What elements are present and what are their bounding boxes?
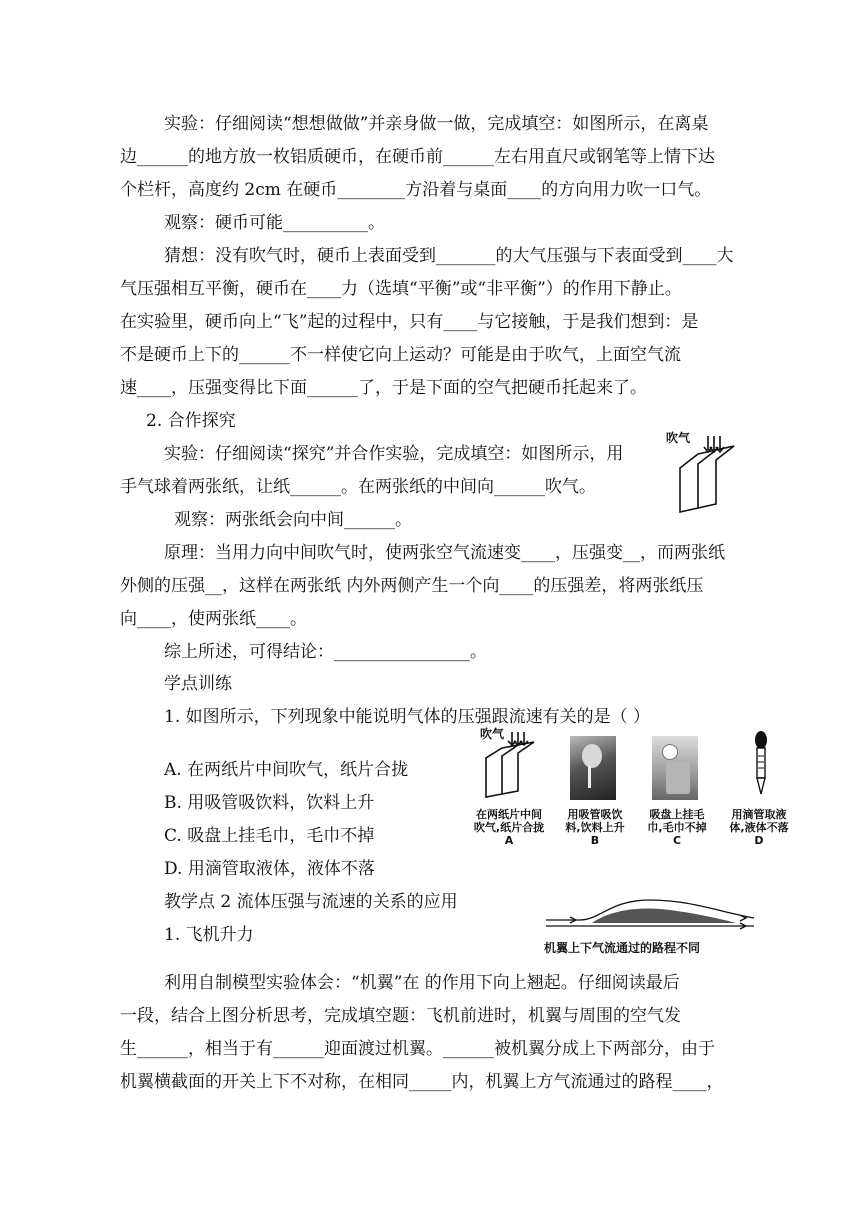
caption-b: 用吸管吸饮 料,饮料上升 B — [565, 808, 625, 847]
option-a: A. 在两纸片中间吹气，纸片合拢 — [164, 760, 409, 780]
question: 1. 如图所示，下列现象中能说明气体的压强跟流速有关的是（ ） — [164, 707, 651, 727]
option-c: C. 吸盘上挂毛巾，毛巾不掉 — [164, 826, 375, 846]
option-a-diagram — [472, 728, 552, 798]
paper-sheets-diagram — [664, 430, 740, 514]
text-line: 生______，相当于有______迎面渡过机翼。______被机翼分成上下两部分，由于 — [120, 1039, 715, 1059]
airfoil-diagram — [540, 890, 760, 940]
section-heading: 2. 合作探究 — [146, 411, 236, 431]
airfoil-caption: 机翼上下气流通过的路程不同 — [544, 941, 701, 955]
text-line: 实验：仔细阅读“探究”并合作实验，完成填空：如图所示，用 — [164, 444, 624, 464]
text-line: 向____，使两张纸____。 — [120, 609, 307, 629]
text-line: 边______的地方放一枚铝质硬币，在硬币前______左右用直尺或钢笔等上情下达 — [120, 147, 715, 167]
figure-label: 吹气 — [666, 431, 691, 445]
text-line: 外侧的压强__，这样在两张纸 内外两侧产生一个向____的压强差，将两张纸压 — [120, 576, 704, 596]
caption-c: 吸盘上挂毛 巾,毛巾不掉 C — [647, 808, 707, 847]
figure-two-papers — [664, 430, 740, 514]
figure-options — [466, 724, 789, 864]
text-line: 机翼横截面的开关上下不对称，在相同_____内，机翼上方气流通过的路程____， — [120, 1072, 724, 1092]
text-line: 观察：两张纸会向中间______。 — [174, 510, 412, 530]
option-d: D. 用滴管取液体，液体不落 — [164, 859, 375, 879]
caption-d: 用滴管取液 体,液体不落 D — [729, 808, 789, 847]
text-line: 速____，压强变得比下面______了，于是下面的空气把硬币托起来了。 — [120, 378, 647, 398]
dropper-icon — [746, 730, 776, 802]
figure-label: 吹气 — [480, 727, 505, 741]
text-line: 一段，结合上图分析思考，完成填空题：飞机前进时，机翼与周围的空气发 — [120, 1006, 681, 1026]
text-line: 在实验里，硬币向上“飞”起的过程中，只有____与它接触，于是我们想到：是 — [120, 312, 699, 332]
text-line: 实验：仔细阅读“想想做做”并亲身做一做，完成填空：如图所示，在离桌 — [164, 114, 709, 134]
option-b: B. 用吸管吸饮料，饮料上升 — [164, 793, 375, 813]
text-line: 原理：当用力向中间吹气时，使两张空气流速变____，压强变__，而两张纸 — [164, 543, 725, 563]
straw-photo — [570, 736, 616, 800]
text-line: 观察：硬币可能__________。 — [164, 213, 385, 233]
caption-a: 在两纸片中间 吹气,纸片合拢 A — [473, 808, 545, 847]
text-line: 利用自制模型实验体会：“机翼”在 的作用下向上翘起。仔细阅读最后 — [164, 973, 680, 993]
text-line: 个栏杆，高度约 2cm 在硬币________方沿着与桌面____的方向用力吹一口气。 — [120, 180, 712, 200]
text-line: 综上所述，可得结论：________________。 — [164, 642, 487, 662]
section-heading: 教学点 2 流体压强与流速的关系的应用 — [164, 892, 458, 912]
section-heading: 学点训练 — [164, 674, 232, 694]
suction-cup-photo — [652, 736, 698, 800]
text-line: 手气球着两张纸，让纸______。在两张纸的中间向______吹气。 — [120, 477, 596, 497]
text-line: 猜想：没有吹气时，硬币上表面受到_______的大气压强与下表面受到____大 — [164, 246, 734, 266]
figure-airfoil — [540, 890, 760, 962]
subheading: 1. 飞机升力 — [164, 925, 254, 945]
text-line: 气压强相互平衡，硬币在____力（选填“平衡”或“非平衡”）的作用下静止。 — [120, 279, 682, 299]
text-line: 不是硬币上下的______不一样使它向上运动？可能是由于吹气，上面空气流 — [120, 345, 681, 365]
